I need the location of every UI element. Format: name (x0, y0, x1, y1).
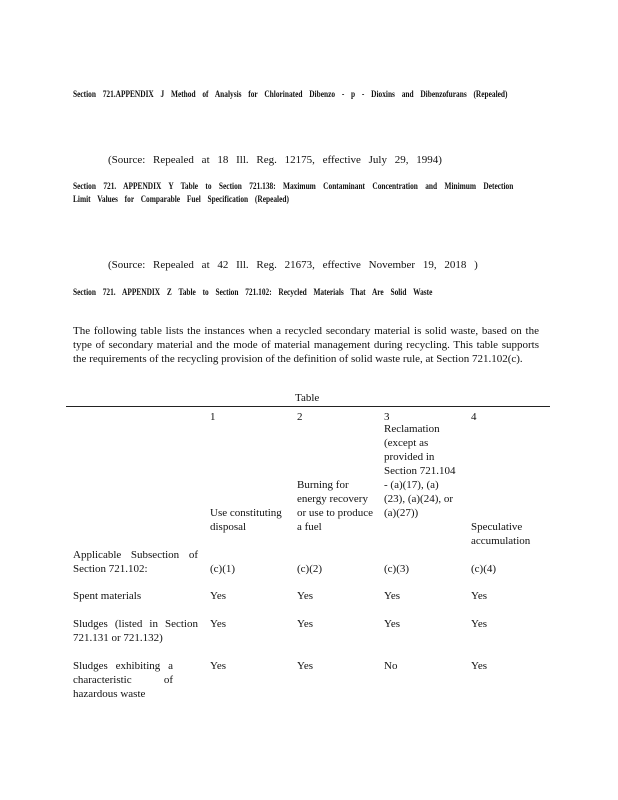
section-heading-appendix-z: Section 721. APPENDIX Z Table to Section 721.102: Recycled Materials That Are Solid Waste (73, 287, 433, 297)
column-header-1: Use constituting disposal (210, 507, 282, 533)
column-number-2: 2 (297, 411, 303, 423)
column-number-3: 3 (384, 411, 390, 423)
table-cell: Yes (384, 590, 401, 602)
section-heading-appendix-y: Section 721. APPENDIX Y Table to Section 721.138: Maximum Contaminant Concentration and Minimum Detection Limit Values for Comparable Fuel Specification (Repealed) (73, 181, 514, 204)
table-row-label: Sludges exhibiting a characteristic of hazardous waste (73, 660, 173, 700)
table-cell: Yes (471, 660, 488, 672)
column-header-4: Speculative accumulation (471, 521, 531, 547)
intro-paragraph: The following table lists the instances when a recycled secondary material is solid waste, based on the type of secondary material and the mode of material management during recycling. This table supports the requirements of the recycling provision of the definition of solid waste rule, at Section 721.102(c). (73, 325, 539, 365)
subsection-cell: (c)(4) (471, 563, 497, 575)
table-row-label: Sludges (listed in Section 721.131 or 721.132) (73, 618, 198, 644)
column-number-4: 4 (471, 411, 477, 423)
table-cell: Yes (210, 590, 227, 602)
subsection-cell: (c)(3) (384, 563, 410, 575)
column-header-3: Reclamation (except as provided in Section 721.104 - (a)(17), (a)(23), (a)(24), or (a)(27)) (384, 423, 456, 519)
table-title: Table (295, 392, 320, 404)
source-note-appendix-y: (Source: Repealed at 42 Ill. Reg. 21673, effective November 19, 2018 ) (108, 259, 478, 271)
table-top-rule (66, 406, 550, 407)
source-note-appendix-j: (Source: Repealed at 18 Ill. Reg. 12175, effective July 29, 1994) (108, 154, 442, 166)
column-number-1: 1 (210, 411, 216, 423)
table-cell: Yes (384, 618, 401, 630)
subsection-cell: (c)(2) (297, 563, 323, 575)
table-cell: Yes (471, 618, 488, 630)
section-heading-appendix-j: Section 721.APPENDIX J Method of Analysis for Chlorinated Dibenzo - p - Dioxins and Dibenzofurans (Repealed) (73, 89, 508, 99)
subsection-row-label: Applicable Subsection of Section 721.102: (73, 549, 198, 575)
table-cell: Yes (471, 590, 488, 602)
table-cell: Yes (210, 660, 227, 672)
table-cell: Yes (297, 618, 314, 630)
table-cell: Yes (297, 590, 314, 602)
table-cell: Yes (297, 660, 314, 672)
table-cell: No (384, 660, 398, 672)
column-header-2: Burning for energy recovery or use to produce a fuel (297, 479, 374, 533)
table-cell: Yes (210, 618, 227, 630)
subsection-cell: (c)(1) (210, 563, 236, 575)
table-row-label: Spent materials (73, 590, 142, 602)
